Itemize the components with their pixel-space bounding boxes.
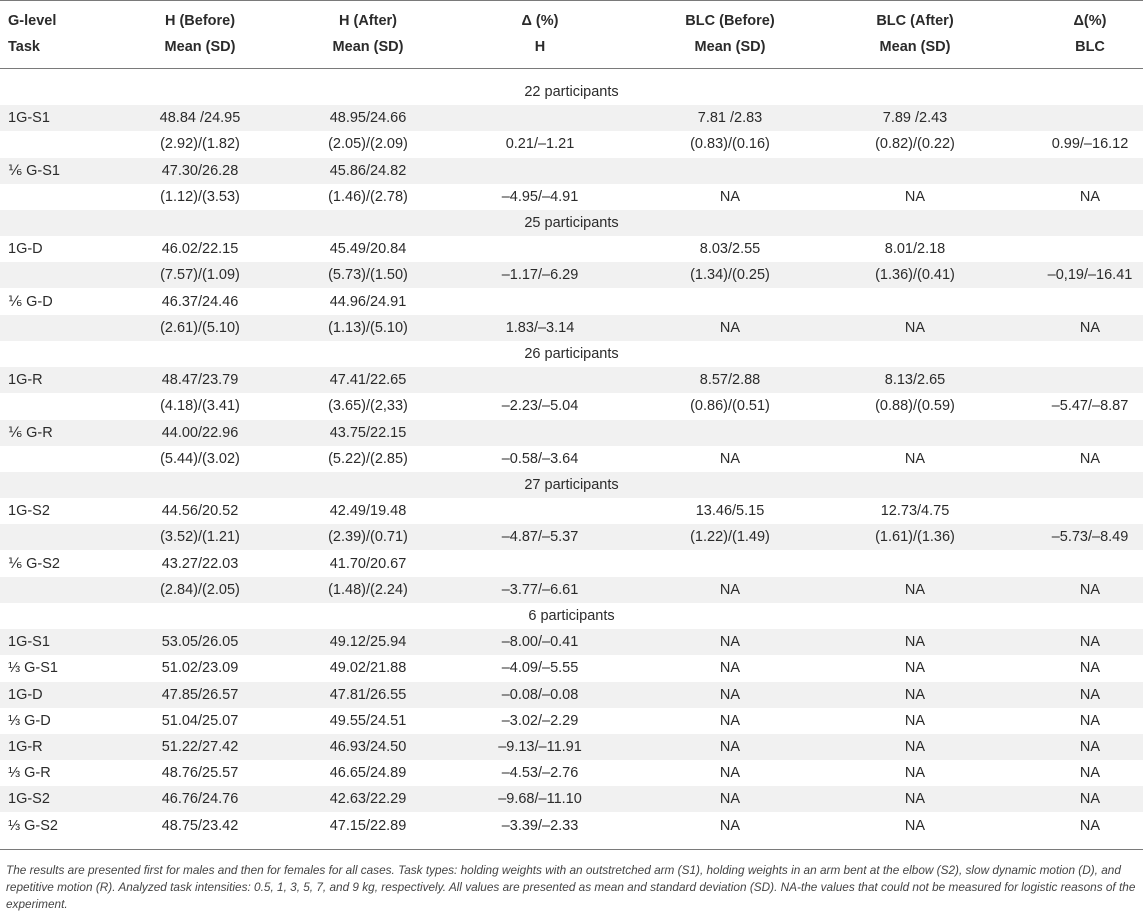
table-row	[0, 262, 1143, 288]
value-cell-ha: 46.93/24.50	[329, 739, 407, 755]
task-cell: 1G-D	[8, 686, 43, 703]
task-cell: 1G-S1	[8, 634, 50, 651]
section-row	[0, 603, 1143, 629]
table-row	[0, 236, 1143, 262]
value-cell-hb: 43.27/22.03	[161, 555, 239, 572]
task-cell: ⅓ G-D	[8, 712, 51, 729]
value-cell-bb: (0.86)/(0.51)	[690, 398, 770, 415]
header-bottom-rule	[0, 68, 1143, 69]
value-cell-hb: (1.12)/(3.53)	[160, 188, 240, 205]
value-cell-hb: 51.22/27.42	[161, 739, 239, 755]
value-cell-ha: (1.13)/(5.10)	[328, 319, 408, 336]
value-cell-ba: NA	[904, 686, 926, 703]
header-delta-blc	[1040, 8, 1140, 60]
value-cell-ha: (2.05)/(2.09)	[328, 136, 408, 153]
value-cell-hb: (2.61)/(5.10)	[160, 319, 240, 336]
value-cell-dh: –4.95/–4.91	[501, 188, 579, 205]
value-cell-hb: 48.47/23.79	[161, 372, 239, 389]
value-cell-db: NA	[1079, 739, 1101, 755]
header-text: Task	[8, 39, 40, 55]
value-cell-db: –5.47/–8.87	[1051, 398, 1129, 415]
table-row	[0, 420, 1143, 446]
section-label: 6 participants	[528, 608, 615, 624]
value-cell-db: NA	[1079, 634, 1101, 651]
value-cell-ba: NA	[904, 319, 926, 336]
task-cell: 1G-R	[8, 372, 43, 389]
value-cell-ha: 42.49/19.48	[329, 503, 407, 520]
header-text: BLC (Before)	[685, 13, 775, 29]
value-cell-ba: NA	[904, 765, 926, 782]
value-cell-hb: 48.84 /24.95	[159, 110, 241, 127]
value-cell-ba: 12.73/4.75	[880, 503, 950, 520]
value-cell-bb: NA	[719, 660, 741, 677]
value-cell-hb: (2.92)/(1.82)	[160, 136, 240, 153]
table-row	[0, 105, 1143, 131]
header-text: BLC	[1075, 39, 1105, 55]
task-cell: 1G-S2	[8, 503, 50, 520]
header-g-level-task	[8, 8, 56, 60]
header-h-after	[308, 8, 428, 60]
value-cell-dh: –4.87/–5.37	[501, 529, 579, 546]
value-cell-bb: NA	[719, 739, 741, 755]
value-cell-ha: 45.49/20.84	[329, 241, 407, 258]
value-cell-ha: 41.70/20.67	[329, 555, 407, 572]
value-cell-ba: (0.88)/(0.59)	[875, 398, 955, 415]
table-row	[0, 184, 1143, 210]
task-cell: ⅙ G-S2	[8, 555, 60, 572]
task-cell: 1G-S2	[8, 791, 50, 808]
value-cell-hb: 53.05/26.05	[161, 634, 239, 651]
value-cell-ba: NA	[904, 817, 926, 834]
header-text: Δ (%)	[521, 13, 559, 29]
value-cell-ba: NA	[904, 712, 926, 729]
value-cell-dh: –0.08/–0.08	[501, 686, 579, 703]
value-cell-hb: (7.57)/(1.09)	[160, 267, 240, 284]
task-cell: 1G-D	[8, 241, 43, 258]
value-cell-bb: NA	[719, 686, 741, 703]
value-cell-ba: 7.89 /2.43	[882, 110, 948, 127]
value-cell-ba: NA	[904, 660, 926, 677]
value-cell-ba: (1.36)/(0.41)	[875, 267, 955, 284]
table-row	[0, 551, 1143, 577]
value-cell-db: NA	[1079, 319, 1101, 336]
value-cell-dh: –3.39/–2.33	[501, 817, 579, 834]
value-cell-dh: –9.68/–11.10	[498, 791, 582, 808]
value-cell-ba: NA	[904, 634, 926, 651]
table-row	[0, 446, 1143, 472]
header-text: Mean (SD)	[332, 39, 404, 55]
value-cell-hb: 46.76/24.76	[161, 791, 239, 808]
task-cell: ⅓ G-S1	[8, 660, 58, 677]
value-cell-bb: 7.81 /2.83	[697, 110, 763, 127]
value-cell-dh: –9.13/–11.91	[498, 739, 582, 755]
value-cell-db: –5.73/–8.49	[1051, 529, 1129, 546]
value-cell-db: NA	[1079, 581, 1101, 598]
value-cell-db: NA	[1079, 765, 1101, 782]
value-cell-ha: 45.86/24.82	[329, 162, 407, 179]
value-cell-hb: 51.04/25.07	[161, 712, 239, 729]
section-row	[0, 341, 1143, 367]
section-label: 22 participants	[524, 84, 619, 100]
table-row	[0, 760, 1143, 786]
value-cell-dh: –4.09/–5.55	[501, 660, 579, 677]
value-cell-hb: 46.02/22.15	[161, 241, 239, 258]
value-cell-bb: 13.46/5.15	[695, 503, 765, 520]
value-cell-db: NA	[1079, 817, 1101, 834]
value-cell-ba: NA	[904, 188, 926, 205]
value-cell-ba: (1.61)/(1.36)	[875, 529, 955, 546]
value-cell-ha: 42.63/22.29	[329, 791, 407, 808]
value-cell-dh: –3.02/–2.29	[501, 712, 579, 729]
value-cell-ba: 8.01/2.18	[884, 241, 946, 258]
task-cell: ⅙ G-D	[8, 293, 53, 310]
header-h-before	[140, 8, 260, 60]
table-footnote: The results are presented first for males and then for females for all cases. Task types: holding weights with an outstretched arm (S1), holding weights in an arm bent at the elbow (S2), slow dynamic motion (D), and repetitive motion (R). Analyzed task intensities: 0.5, 1, 3, 5, 7, and 9 kg, respectively. All values are presented as mean and standard deviation (SD). NA-the values that could not be measured for logistic reasons of the experiment.	[6, 863, 1136, 911]
value-cell-ha: (2.39)/(0.71)	[328, 529, 408, 546]
value-cell-hb: (3.52)/(1.21)	[160, 529, 240, 546]
table-row	[0, 158, 1143, 184]
table-row	[0, 367, 1143, 393]
value-cell-dh: –0.58/–3.64	[501, 450, 579, 467]
value-cell-bb: NA	[719, 450, 741, 467]
header-text: BLC (After)	[876, 13, 954, 29]
value-cell-ba: NA	[904, 581, 926, 598]
value-cell-ha: 49.12/25.94	[329, 634, 407, 651]
value-cell-ba: 8.13/2.65	[884, 372, 946, 389]
value-cell-ha: 49.55/24.51	[329, 712, 407, 729]
value-cell-dh: –4.53/–2.76	[501, 765, 579, 782]
table-row	[0, 682, 1143, 708]
table-row	[0, 498, 1143, 524]
value-cell-hb: 48.76/25.57	[161, 765, 239, 782]
section-label: 26 participants	[524, 346, 619, 362]
value-cell-db: 0.99/–16.12	[1051, 136, 1129, 153]
value-cell-db: NA	[1079, 686, 1101, 703]
section-label: 25 participants	[524, 215, 619, 231]
value-cell-db: NA	[1079, 188, 1101, 205]
value-cell-ha: 49.02/21.88	[329, 660, 407, 677]
value-cell-ha: (5.22)/(2.85)	[328, 450, 408, 467]
task-cell: 1G-R	[8, 739, 43, 755]
table-row	[0, 393, 1143, 419]
value-cell-ha: 46.65/24.89	[329, 765, 407, 782]
value-cell-dh: –2.23/–5.04	[501, 398, 579, 415]
value-cell-hb: (5.44)/(3.02)	[160, 450, 240, 467]
value-cell-bb: (1.22)/(1.49)	[690, 529, 770, 546]
value-cell-ba: (0.82)/(0.22)	[875, 136, 955, 153]
table-row	[0, 629, 1143, 655]
section-row	[0, 472, 1143, 498]
value-cell-bb: NA	[719, 581, 741, 598]
header-text: H	[534, 39, 546, 55]
value-cell-ha: 48.95/24.66	[329, 110, 407, 127]
section-label: 27 participants	[524, 477, 619, 493]
value-cell-db: –0,19/–16.41	[1047, 267, 1133, 284]
value-cell-ba: NA	[904, 739, 926, 755]
value-cell-ha: (3.65)/(2,33)	[328, 398, 408, 415]
value-cell-hb: (4.18)/(3.41)	[160, 398, 240, 415]
header-text: Mean (SD)	[879, 39, 951, 55]
value-cell-hb: 44.00/22.96	[161, 424, 239, 441]
value-cell-ha: (1.48)/(2.24)	[328, 581, 408, 598]
value-cell-hb: 47.85/26.57	[161, 686, 239, 703]
value-cell-dh: 1.83/–3.14	[505, 319, 575, 336]
value-cell-bb: NA	[719, 319, 741, 336]
value-cell-ha: 47.41/22.65	[329, 372, 407, 389]
value-cell-bb: NA	[719, 712, 741, 729]
value-cell-bb: NA	[719, 634, 741, 651]
value-cell-bb: 8.03/2.55	[699, 241, 761, 258]
task-cell: ⅓ G-S2	[8, 817, 58, 834]
value-cell-bb: NA	[719, 791, 741, 808]
table-row	[0, 577, 1143, 603]
table-row	[0, 289, 1143, 315]
task-cell: ⅙ G-S1	[8, 162, 60, 179]
table-row	[0, 315, 1143, 341]
table-row	[0, 655, 1143, 681]
task-cell: 1G-S1	[8, 110, 50, 127]
value-cell-ha: (5.73)/(1.50)	[328, 267, 408, 284]
value-cell-db: NA	[1079, 450, 1101, 467]
value-cell-bb: 8.57/2.88	[699, 372, 761, 389]
table-row	[0, 734, 1143, 760]
value-cell-dh: 0.21/–1.21	[505, 136, 575, 153]
section-row	[0, 210, 1143, 236]
task-cell: ⅙ G-R	[8, 424, 53, 441]
table-row	[0, 813, 1143, 839]
value-cell-db: NA	[1079, 791, 1101, 808]
header-text: Mean (SD)	[694, 39, 766, 55]
value-cell-hb: 47.30/26.28	[161, 162, 239, 179]
header-text: H (After)	[339, 13, 397, 29]
value-cell-ha: 43.75/22.15	[329, 424, 407, 441]
value-cell-hb: 44.56/20.52	[161, 503, 239, 520]
table-row	[0, 708, 1143, 734]
value-cell-dh: –3.77/–6.61	[501, 581, 579, 598]
value-cell-bb: (1.34)/(0.25)	[690, 267, 770, 284]
value-cell-bb: (0.83)/(0.16)	[690, 136, 770, 153]
value-cell-ha: 47.81/26.55	[329, 686, 407, 703]
value-cell-hb: (2.84)/(2.05)	[160, 581, 240, 598]
value-cell-ha: 47.15/22.89	[329, 817, 407, 834]
value-cell-bb: NA	[719, 817, 741, 834]
value-cell-hb: 51.02/23.09	[161, 660, 239, 677]
header-text: Δ(%)	[1073, 13, 1107, 29]
value-cell-db: NA	[1079, 660, 1101, 677]
table-top-rule	[0, 0, 1143, 1]
value-cell-dh: –1.17/–6.29	[501, 267, 579, 284]
task-cell: ⅓ G-R	[8, 765, 51, 782]
header-delta-h	[480, 8, 600, 60]
header-blc-after	[850, 8, 980, 60]
value-cell-bb: NA	[719, 188, 741, 205]
value-cell-db: NA	[1079, 712, 1101, 729]
header-text: Mean (SD)	[164, 39, 236, 55]
table-bottom-rule	[0, 849, 1143, 850]
value-cell-ha: 44.96/24.91	[329, 293, 407, 310]
value-cell-hb: 46.37/24.46	[161, 293, 239, 310]
section-row	[0, 79, 1143, 105]
value-cell-ba: NA	[904, 450, 926, 467]
value-cell-ha: (1.46)/(2.78)	[328, 188, 408, 205]
table-row	[0, 786, 1143, 812]
value-cell-dh: –8.00/–0.41	[501, 634, 579, 651]
header-text: G-level	[8, 13, 57, 29]
value-cell-ba: NA	[904, 791, 926, 808]
value-cell-hb: 48.75/23.42	[161, 817, 239, 834]
value-cell-bb: NA	[719, 765, 741, 782]
table-row	[0, 131, 1143, 157]
header-blc-before	[665, 8, 795, 60]
table-row	[0, 524, 1143, 550]
header-text: H (Before)	[164, 13, 236, 29]
